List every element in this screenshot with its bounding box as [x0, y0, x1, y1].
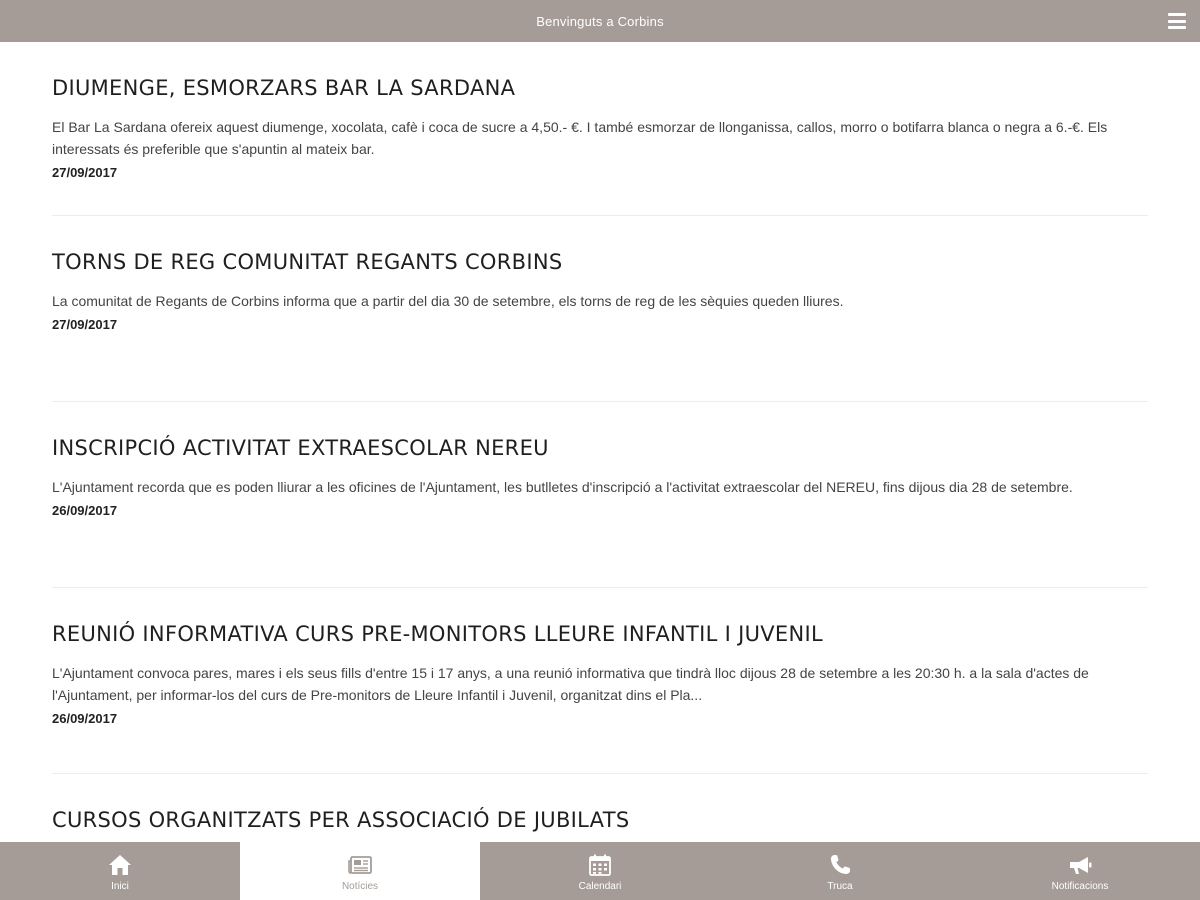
news-date: 27/09/2017: [52, 165, 118, 180]
news-list: [0, 42, 1200, 842]
news-title[interactable]: INSCRIPCIÓ ACTIVITAT EXTRAESCOLAR NEREU: [52, 436, 549, 460]
news-item[interactable]: [52, 774, 1148, 842]
app-title: Benvinguts a Corbins: [536, 13, 664, 29]
news-title[interactable]: REUNIÓ INFORMATIVA CURS PRE-MONITORS LLEURE INFANTIL I JUVENIL: [52, 622, 823, 646]
tab-notificacions[interactable]: [960, 842, 1200, 900]
news-title[interactable]: DIUMENGE, ESMORZARS BAR LA SARDANA: [52, 76, 516, 100]
tab-label: Inici: [111, 880, 129, 892]
news-body: La comunitat de Regants de Corbins informa que a partir del dia 30 de setembre, els torns de reg de les sèquies queden lliures.: [52, 293, 844, 309]
tab-label: Truca: [827, 880, 853, 892]
tab-truca[interactable]: [720, 842, 960, 900]
phone-icon: [826, 851, 854, 879]
calendar-icon: [586, 851, 614, 879]
news-body: L'Ajuntament recorda que es poden lliurar a les oficines de l'Ajuntament, les butlletes d'inscripció a l'activitat extraescolar del NEREU, fins dijous dia 28 de setembre.: [52, 479, 1073, 495]
tab-inici[interactable]: [0, 842, 240, 900]
news-title[interactable]: CURSOS ORGANITZATS PER ASSOCIACIÓ DE JUBILATS: [52, 808, 630, 832]
news-item[interactable]: [52, 588, 1148, 774]
news-title[interactable]: TORNS DE REG COMUNITAT REGANTS CORBINS: [52, 250, 563, 274]
tab-label: Calendari: [578, 880, 622, 892]
news-date: 27/09/2017: [52, 317, 118, 332]
tab-calendari[interactable]: [480, 842, 720, 900]
top-bar: [0, 0, 1200, 42]
news-body: El Bar La Sardana ofereix aquest diumenge, xocolata, cafè i coca de sucre a 4,50.- €. I també esmorzar de llonganissa, callos, morro o botifarra blanca o negra a 6.-€. Els interessats és preferible que s'apuntin al mateix bar.: [52, 119, 1108, 157]
tab-label: Notícies: [341, 880, 379, 892]
tab-noticies[interactable]: [240, 842, 480, 900]
news-feed[interactable]: [0, 42, 1200, 842]
news-item[interactable]: [52, 42, 1148, 216]
hamburger-menu-icon[interactable]: [1168, 13, 1186, 29]
tab-label: Notificacions: [1051, 880, 1109, 892]
news-item[interactable]: [52, 216, 1148, 402]
home-icon: [106, 851, 134, 879]
news-date: 26/09/2017: [52, 503, 118, 518]
news-date: 26/09/2017: [52, 711, 118, 726]
bottom-tab-bar: [0, 842, 1200, 900]
newspaper-icon: [346, 851, 374, 879]
news-body: L'Ajuntament convoca pares, mares i els seus fills d'entre 15 i 17 anys, a una reunió informativa que tindrà lloc dijous 28 de setembre a les 20:30 h. a la sala d'actes de l'Ajuntament, per informar-los del curs de Pre-monitors de Lleure Infantil i Juvenil, organitzat dins el Pla...: [52, 665, 1089, 703]
news-item[interactable]: [52, 402, 1148, 588]
megaphone-icon: [1066, 851, 1094, 879]
